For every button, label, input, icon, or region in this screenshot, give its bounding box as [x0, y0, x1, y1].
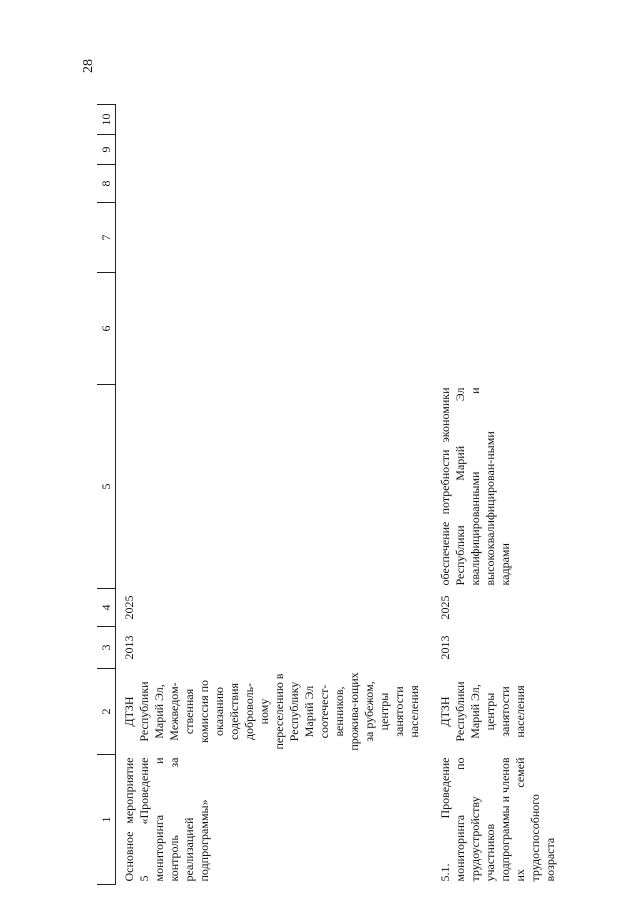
row-2-measure: 5.1. Проведение мониторинга по трудоустройству участников подпрограммы и членов их семей трудоспособного возраста: [438, 757, 557, 882]
row-1-start-year: 2013: [122, 635, 136, 660]
row-1-measure: Основное мероприятие 5 «Проведение мониторинга и контроль за реализацией подпрограммы»: [122, 757, 211, 882]
header-col-4: 4: [97, 589, 116, 627]
header-col-5: 5: [97, 385, 116, 589]
rotated-table-container: [97, 105, 637, 885]
header-col-2: 2: [97, 669, 116, 755]
header-row: [97, 105, 116, 885]
row-1-result: [116, 385, 423, 589]
row-2-start-year: 2013: [438, 635, 452, 660]
row-2-executor: ДТЗН Республики Марий Эл, центры занятости населения: [438, 681, 527, 742]
header-col-6: 6: [97, 273, 116, 385]
row-1-executor: ДТЗН Республики Марий Эл, Межведом-ственная комиссия по оказанию содействия доброволь-ному переселению в Республику Марий Эл соотечест-венников, прожива-ющих за рубежом, центры занятости населения: [122, 672, 421, 751]
header-col-3: 3: [97, 627, 116, 669]
header-col-7: 7: [97, 203, 116, 273]
header-col-8: 8: [97, 165, 116, 203]
table-row: [116, 105, 423, 885]
table-row: [432, 105, 558, 885]
header-col-1: 1: [97, 755, 116, 885]
header-col-9: 9: [97, 135, 116, 165]
row-2-end-year: 2025: [438, 595, 452, 620]
program-table: [97, 104, 558, 885]
row-1-end-year: 2025: [122, 595, 136, 620]
header-col-10: 10: [97, 105, 116, 135]
page-number: 28: [81, 59, 96, 73]
row-2-result: обеспечение потребности экономики Республики Марий Эл квалифицированными и высококвалифицирован-ными кадрами: [438, 387, 512, 586]
